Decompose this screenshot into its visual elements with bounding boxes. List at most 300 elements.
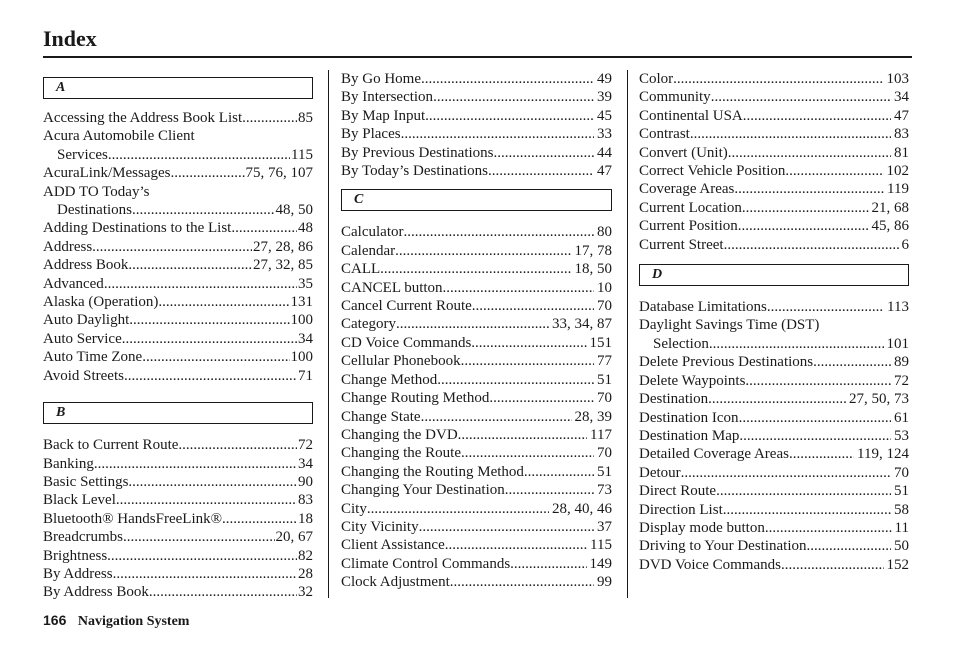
column-divider xyxy=(627,70,628,598)
entry-label: City xyxy=(341,500,367,517)
entry-pages: 100 xyxy=(290,349,313,366)
dot-leader xyxy=(681,464,891,482)
section-header-b: B xyxy=(43,402,313,424)
entry-pages: 101 xyxy=(886,335,909,352)
entry-pages: 33, 34, 87 xyxy=(552,316,612,333)
index-entry xyxy=(341,555,612,573)
dot-leader xyxy=(437,371,594,389)
index-entry xyxy=(341,260,612,278)
entry-pages: 119 xyxy=(887,181,909,198)
dot-leader xyxy=(461,352,594,370)
entry-pages: 45, 86 xyxy=(871,218,909,235)
entry-pages: 48, 50 xyxy=(275,202,313,219)
index-entry xyxy=(341,463,612,481)
entry-pages: 34 xyxy=(298,330,313,347)
entry-pages: 70 xyxy=(597,298,612,315)
entry-pages: 149 xyxy=(589,555,612,572)
entry-label: Avoid Streets xyxy=(43,367,124,384)
dot-leader xyxy=(122,330,297,348)
entry-label: Direction List xyxy=(639,501,723,518)
index-entry xyxy=(43,473,313,491)
entry-pages: 27, 28, 86 xyxy=(253,238,313,255)
dot-leader xyxy=(113,565,297,583)
entry-label: Convert (Unit) xyxy=(639,144,728,161)
index-entry xyxy=(639,464,909,482)
entry-pages: 81 xyxy=(894,144,909,161)
dot-leader xyxy=(222,510,297,528)
dot-leader xyxy=(142,348,289,366)
dot-leader xyxy=(494,144,595,162)
entry-pages: 61 xyxy=(894,409,909,426)
entry-pages: 50 xyxy=(894,538,909,555)
index-entry xyxy=(639,519,909,537)
index-entry xyxy=(639,537,909,555)
index-entry xyxy=(43,311,313,329)
entry-pages: 75, 76, 107 xyxy=(245,165,313,182)
entry-label: Driving to Your Destination xyxy=(639,538,807,555)
index-entry xyxy=(341,352,612,370)
entry-pages: 99 xyxy=(597,574,612,591)
entry-label: Black Level xyxy=(43,492,116,509)
index-entry xyxy=(43,146,313,164)
index-entry xyxy=(639,482,909,500)
index-entry xyxy=(43,348,313,366)
entry-pages: 72 xyxy=(894,372,909,389)
entry-pages: 85 xyxy=(298,110,313,126)
index-entry xyxy=(43,528,313,546)
entry-label: Adding Destinations to the List xyxy=(43,220,232,237)
index-entry xyxy=(639,409,909,427)
dot-leader xyxy=(396,315,549,333)
index-entry xyxy=(341,389,612,407)
dot-leader xyxy=(170,164,244,182)
entry-label: Destination xyxy=(639,391,709,408)
dot-leader xyxy=(231,219,297,237)
dot-leader xyxy=(708,390,846,408)
dot-leader xyxy=(128,256,252,274)
entry-label: Delete Previous Destinations xyxy=(639,354,814,371)
index-entry xyxy=(639,298,909,316)
index-entry xyxy=(43,510,313,528)
dot-leader xyxy=(743,107,891,125)
index-entry xyxy=(639,556,909,574)
dot-leader xyxy=(690,125,891,143)
entry-pages: 34 xyxy=(298,455,313,472)
dot-leader xyxy=(728,144,891,162)
dot-leader xyxy=(739,409,891,427)
dot-leader xyxy=(123,528,275,546)
entry-label: By Intersection xyxy=(341,89,434,106)
dot-leader xyxy=(807,537,891,555)
index-list-b xyxy=(43,436,313,602)
index-entry xyxy=(639,125,909,143)
index-column-3 xyxy=(639,70,909,574)
dot-leader xyxy=(813,353,891,371)
entry-label: Direct Route xyxy=(639,483,717,500)
dot-leader xyxy=(472,297,594,315)
entry-pages: 51 xyxy=(894,483,909,500)
entry-label: Auto Daylight xyxy=(43,312,130,329)
index-list-a xyxy=(43,109,313,385)
entry-pages: 83 xyxy=(298,492,313,509)
entry-label: Address xyxy=(43,238,93,255)
entry-label: Change State xyxy=(341,408,421,425)
dot-leader xyxy=(128,473,297,491)
entry-label: Category xyxy=(341,316,396,333)
dot-leader xyxy=(716,482,891,500)
index-entry xyxy=(341,125,612,143)
index-entry xyxy=(341,444,612,462)
entry-label: Changing Your Destination xyxy=(341,482,505,499)
index-entry xyxy=(43,565,313,583)
entry-pages: 151 xyxy=(589,334,612,351)
entry-pages: 71 xyxy=(298,367,313,384)
entry-label: Correct Vehicle Position xyxy=(639,163,786,180)
entry-label: By Places xyxy=(341,126,401,143)
entry-label: Auto Service xyxy=(43,330,122,347)
dot-leader xyxy=(673,70,883,88)
dot-leader xyxy=(742,199,869,217)
index-column-1 xyxy=(43,70,313,602)
dot-leader xyxy=(92,238,252,256)
index-entry xyxy=(43,330,313,348)
dot-leader xyxy=(158,293,289,311)
index-list-c xyxy=(341,223,612,591)
dot-leader xyxy=(524,463,594,481)
dot-leader xyxy=(767,298,884,316)
entry-pages: 115 xyxy=(291,146,313,163)
entry-label: Alaska (Operation) xyxy=(43,294,159,311)
entry-label: Accessing the Address Book List xyxy=(43,110,243,126)
index-entry xyxy=(341,536,612,554)
entry-label: Changing the Routing Method xyxy=(341,463,524,480)
entry-pages: 47 xyxy=(597,163,612,180)
dot-leader xyxy=(505,481,594,499)
entry-label: Continental USA xyxy=(639,107,743,124)
index-entry xyxy=(341,481,612,499)
dot-leader xyxy=(458,426,587,444)
dot-leader xyxy=(445,536,587,554)
page-number: 166 xyxy=(43,612,67,628)
entry-label: CD Voice Commands xyxy=(341,334,472,351)
entry-label: DVD Voice Commands xyxy=(639,556,781,573)
section-header-c: C xyxy=(341,189,612,211)
dot-leader xyxy=(789,445,854,463)
index-entry xyxy=(43,293,313,311)
dot-leader xyxy=(765,519,892,537)
entry-label: Address Book xyxy=(43,257,129,274)
dot-leader xyxy=(132,201,275,219)
index-entry xyxy=(43,547,313,565)
entry-label: Advanced xyxy=(43,275,104,292)
entry-pages: 102 xyxy=(886,163,909,180)
index-entry xyxy=(341,297,612,315)
entry-label: City Vicinity xyxy=(341,518,419,535)
index-entry xyxy=(639,217,909,235)
dot-leader xyxy=(116,491,297,509)
dot-leader xyxy=(738,217,869,235)
dot-leader xyxy=(401,125,594,143)
dot-leader xyxy=(443,279,594,297)
index-list-c-end xyxy=(639,70,909,254)
entry-pages: 51 xyxy=(597,463,612,480)
index-entry-heading: Acura Automobile Client xyxy=(43,128,195,145)
dot-leader xyxy=(734,180,884,198)
entry-pages: 21, 68 xyxy=(871,199,909,216)
entry-label: By Address Book xyxy=(43,584,149,601)
entry-label: By Previous Destinations xyxy=(341,144,494,161)
dot-leader xyxy=(461,444,594,462)
dot-leader xyxy=(395,242,571,260)
entry-label: Banking xyxy=(43,455,94,472)
index-entry xyxy=(43,109,313,127)
entry-label: Breadcrumbs xyxy=(43,529,123,546)
index-entry-heading: ADD TO Today’s xyxy=(43,183,150,200)
entry-label: Clock Adjustment xyxy=(341,574,450,591)
entry-pages: 32 xyxy=(298,584,313,601)
index-entry xyxy=(43,583,313,601)
index-entry xyxy=(639,88,909,106)
dot-leader xyxy=(723,501,891,519)
section-header-d: D xyxy=(639,264,909,286)
entry-label: By Today’s Destinations xyxy=(341,163,489,180)
entry-label: Cellular Phonebook xyxy=(341,353,461,370)
entry-pages: 152 xyxy=(886,556,909,573)
entry-pages: 27, 32, 85 xyxy=(253,257,313,274)
entry-pages: 53 xyxy=(894,427,909,444)
entry-pages: 72 xyxy=(298,437,313,454)
entry-label: Selection xyxy=(653,335,709,352)
index-entry xyxy=(341,500,612,518)
entry-pages: 47 xyxy=(894,107,909,124)
dot-leader xyxy=(739,427,891,445)
entry-pages: 100 xyxy=(290,312,313,329)
index-entry xyxy=(341,107,612,125)
entry-label: Display mode button xyxy=(639,519,765,536)
dot-leader xyxy=(471,334,586,352)
index-entry xyxy=(341,334,612,352)
index-entry xyxy=(639,162,909,180)
dot-leader xyxy=(94,455,297,473)
entry-pages: 6 xyxy=(901,236,909,253)
entry-pages: 20, 67 xyxy=(275,529,313,546)
index-entry xyxy=(639,390,909,408)
entry-label: Cancel Current Route xyxy=(341,298,472,315)
entry-label: Bluetooth® HandsFreeLink® xyxy=(43,510,223,527)
dot-leader xyxy=(419,518,594,536)
footer-title: Navigation System xyxy=(77,614,190,629)
dot-leader xyxy=(380,260,571,278)
page-title: Index xyxy=(43,26,97,51)
index-entry xyxy=(341,315,612,333)
dot-leader xyxy=(709,335,884,353)
entry-pages: 113 xyxy=(887,299,909,316)
entry-label: Brightness xyxy=(43,547,108,564)
entry-pages: 18, 50 xyxy=(574,261,612,278)
index-entry xyxy=(639,353,909,371)
entry-pages: 10 xyxy=(597,279,612,296)
entry-label: Current Street xyxy=(639,236,724,253)
entry-pages: 49 xyxy=(597,71,612,87)
dot-leader xyxy=(433,88,594,106)
entry-label: Database Limitations xyxy=(639,299,767,316)
dot-leader xyxy=(403,223,594,241)
entry-label: Client Assistance xyxy=(341,537,445,554)
entry-pages: 58 xyxy=(894,501,909,518)
entry-label: Basic Settings xyxy=(43,473,129,490)
index-entry xyxy=(639,501,909,519)
index-entry xyxy=(43,436,313,454)
entry-pages: 28, 40, 46 xyxy=(552,500,612,517)
entry-label: By Go Home xyxy=(341,71,421,87)
entry-label: CALL xyxy=(341,261,381,278)
dot-leader xyxy=(107,547,297,565)
entry-pages: 119, 124 xyxy=(857,446,909,463)
index-entry xyxy=(43,455,313,473)
index-entry xyxy=(43,219,313,237)
index-entry xyxy=(341,518,612,536)
entry-label: By Map Input xyxy=(341,107,426,124)
entry-label: Delete Waypoints xyxy=(639,372,746,389)
index-entry xyxy=(341,70,612,88)
index-entry xyxy=(639,199,909,217)
index-entry xyxy=(341,426,612,444)
entry-label: Auto Time Zone xyxy=(43,349,143,366)
dot-leader xyxy=(104,275,297,293)
dot-leader xyxy=(129,311,289,329)
entry-pages: 39 xyxy=(597,89,612,106)
dot-leader xyxy=(450,573,594,591)
dot-leader xyxy=(178,436,297,454)
entry-label: Contrast xyxy=(639,126,690,143)
index-entry xyxy=(639,70,909,88)
index-column-2 xyxy=(341,70,612,592)
entry-pages: 48 xyxy=(298,220,313,237)
index-entry xyxy=(639,427,909,445)
entry-pages: 28 xyxy=(298,565,313,582)
dot-leader xyxy=(149,583,297,601)
entry-label: Coverage Areas xyxy=(639,181,735,198)
dot-leader xyxy=(781,556,884,574)
entry-pages: 131 xyxy=(290,294,313,311)
dot-leader xyxy=(724,236,899,254)
index-entry xyxy=(639,236,909,254)
entry-label: Change Method xyxy=(341,371,438,388)
entry-pages: 33 xyxy=(597,126,612,143)
entry-pages: 17, 78 xyxy=(574,242,612,259)
entry-pages: 115 xyxy=(590,537,612,554)
column-divider xyxy=(328,70,329,598)
entry-pages: 70 xyxy=(597,445,612,462)
entry-pages: 51 xyxy=(597,371,612,388)
index-entry xyxy=(639,180,909,198)
index-entry xyxy=(43,275,313,293)
entry-label: Calendar xyxy=(341,242,396,259)
index-entry xyxy=(639,335,909,353)
entry-label: Destination Icon xyxy=(639,409,739,426)
entry-pages: 44 xyxy=(597,144,612,161)
dot-leader xyxy=(785,162,883,180)
entry-label: Services xyxy=(57,146,108,163)
index-entry xyxy=(43,238,313,256)
dot-leader xyxy=(124,367,297,385)
entry-label: Climate Control Commands xyxy=(341,555,511,572)
entry-pages: 70 xyxy=(894,464,909,481)
entry-pages: 83 xyxy=(894,126,909,143)
entry-pages: 18 xyxy=(298,510,313,527)
index-entry xyxy=(341,408,612,426)
dot-leader xyxy=(242,109,297,127)
index-entry xyxy=(341,279,612,297)
entry-pages: 89 xyxy=(894,354,909,371)
index-entry xyxy=(341,88,612,106)
dot-leader xyxy=(510,555,586,573)
index-list-c-continued xyxy=(341,70,612,180)
dot-leader xyxy=(421,70,594,88)
entry-label: Detour xyxy=(639,464,681,481)
entry-pages: 80 xyxy=(597,224,612,241)
entry-label: Back to Current Route xyxy=(43,437,179,454)
entry-pages: 90 xyxy=(298,473,313,490)
dot-leader xyxy=(425,107,594,125)
entry-label: Changing the DVD xyxy=(341,426,458,443)
entry-label: CANCEL button xyxy=(341,279,443,296)
entry-pages: 37 xyxy=(597,518,612,535)
dot-leader xyxy=(489,389,594,407)
dot-leader xyxy=(367,500,549,518)
entry-pages: 35 xyxy=(298,275,313,292)
entry-pages: 117 xyxy=(590,426,612,443)
entry-pages: 45 xyxy=(597,107,612,124)
index-entry xyxy=(341,223,612,241)
entry-label: Current Location xyxy=(639,199,742,216)
entry-pages: 27, 50, 73 xyxy=(849,391,909,408)
index-entry xyxy=(639,107,909,125)
index-entry xyxy=(639,445,909,463)
index-entry xyxy=(341,162,612,180)
entry-label: Detailed Coverage Areas xyxy=(639,446,789,463)
dot-leader xyxy=(108,146,290,164)
entry-label: Change Routing Method xyxy=(341,390,490,407)
entry-label: AcuraLink/Messages xyxy=(43,165,171,182)
entry-pages: 70 xyxy=(597,390,612,407)
index-entry xyxy=(341,371,612,389)
index-entry xyxy=(43,256,313,274)
dot-leader xyxy=(421,408,572,426)
entry-label: Current Position xyxy=(639,218,738,235)
index-entry xyxy=(43,164,313,182)
entry-pages: 82 xyxy=(298,547,313,564)
dot-leader xyxy=(745,372,891,390)
index-entry xyxy=(341,242,612,260)
entry-label: Destination Map xyxy=(639,427,740,444)
dot-leader xyxy=(711,88,891,106)
index-entry xyxy=(43,367,313,385)
index-list-d xyxy=(639,298,909,574)
page-footer xyxy=(43,611,189,631)
entry-pages: 28, 39 xyxy=(574,408,612,425)
entry-pages: 34 xyxy=(894,89,909,106)
index-entry-heading: Daylight Savings Time (DST) xyxy=(639,317,820,334)
entry-label: Calculator xyxy=(341,224,404,241)
index-entry xyxy=(639,372,909,390)
entry-pages: 77 xyxy=(597,353,612,370)
entry-label: Destinations xyxy=(57,202,132,219)
index-entry xyxy=(639,144,909,162)
entry-pages: 103 xyxy=(886,71,909,87)
entry-label: Community xyxy=(639,89,711,106)
index-entry xyxy=(43,491,313,509)
